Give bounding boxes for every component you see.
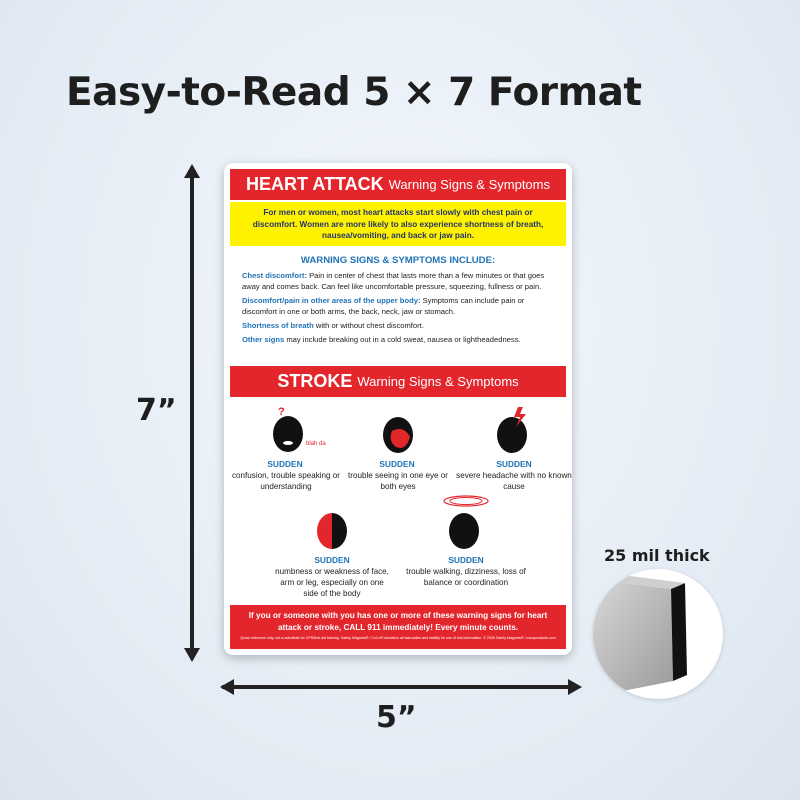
symptom-item: [242, 270, 556, 292]
symptom-text: Symptoms can include pain or discomfort in one or both arms, the back, neck, jaw or stomach.: [242, 296, 525, 317]
symptom-list: [242, 270, 556, 349]
sudden-label: SUDDEN: [314, 555, 350, 565]
symptom-text: Pain in center of chest that lasts more than a few minutes or that goes away and comes back. Can feel like uncomfortable pressure, squeezing, fullness or pain.: [242, 271, 545, 292]
width-label: 5”: [376, 700, 417, 735]
sudden-label: SUDDEN: [267, 459, 303, 469]
magnet-edge-icon: [593, 569, 723, 699]
height-label: 7”: [136, 393, 177, 428]
sign-description: severe headache with no known cause: [456, 471, 572, 491]
headline: Easy-to-Read 5 × 7 Format: [66, 70, 642, 115]
vision-head-icon: [374, 407, 422, 459]
symptom-item: [242, 334, 556, 345]
warning-signs-heading: WARNING SIGNS & SYMPTOMS INCLUDE:: [300, 255, 496, 266]
heart-attack-intro: For men or women, most heart attacks start slowly with chest pain or discomfort. Women are more likely to also experience shortness of breath, nausea/vomiting, and back or jaw pain.: [230, 202, 566, 246]
sudden-label: SUDDEN: [448, 555, 484, 565]
sudden-label: SUDDEN: [496, 459, 532, 469]
speech-text: blah da: [306, 441, 326, 447]
height-dimension-line: [190, 168, 194, 650]
sudden-label: SUDDEN: [379, 459, 415, 469]
headache-head-icon: [490, 405, 538, 457]
confused-head-icon: [266, 404, 330, 456]
symptom-item: [242, 295, 556, 317]
stroke-title: STROKE: [277, 371, 353, 391]
call-to-action: If you or someone with you has one or more of these warning signs for heart attack or stroke, CALL 911 immediately! Every minute counts.: [248, 611, 548, 632]
sign-description: confusion, trouble speaking or understanding: [232, 471, 340, 491]
symptom-text: may include breaking out in a cold sweat, nausea or lightheadedness.: [284, 335, 521, 345]
heart-attack-title: HEART ATTACK: [245, 174, 384, 194]
sign-description: trouble seeing in one eye or both eyes: [348, 471, 448, 491]
stroke-header: [230, 366, 566, 397]
dizzy-head-icon: [438, 489, 500, 555]
thickness-label: 25 mil thick: [604, 546, 710, 565]
numbness-head-icon: [308, 503, 356, 555]
stroke-subtitle: Warning Signs & Symptoms: [357, 374, 519, 389]
symptom-label: Discomfort/pain in other areas of the upper body:: [242, 296, 421, 306]
thickness-detail-image: [593, 569, 723, 699]
width-dimension-line: [222, 685, 574, 689]
sign-description: numbness or weakness of face, arm or leg, especially on one side of the body: [275, 567, 389, 598]
symptom-label: Shortness of breath: [242, 321, 314, 331]
question-mark: ?: [278, 406, 285, 418]
symptom-text: with or without chest discomfort.: [313, 321, 424, 331]
width-arrow-right: [568, 679, 582, 695]
symptom-label: Chest discomfort:: [242, 271, 307, 280]
heart-attack-header: [230, 169, 566, 200]
symptom-label: Other signs: [242, 335, 285, 345]
call-911-footer: [230, 605, 566, 649]
fine-print: Quick reference only; not a substitute for CPR/first aid training. Safety Magnets® / CoCo® disclaims all warranties and liability for use of this information. © 2026 Safety Magnets® / cocoproducts.com: [240, 636, 556, 640]
heart-attack-subtitle: Warning Signs & Symptoms: [388, 177, 550, 192]
height-arrow-bottom: [184, 648, 200, 662]
symptom-item: [242, 320, 556, 331]
warning-signs-magnet-card: [224, 163, 572, 655]
sign-description: trouble walking, dizziness, loss of balance or coordination: [406, 567, 526, 587]
